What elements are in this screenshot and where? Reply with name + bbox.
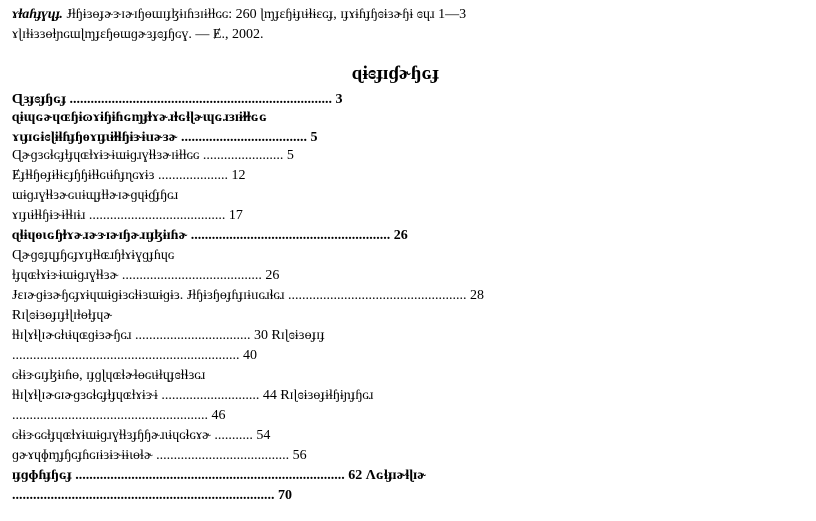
contents-heading: ɋɨɞɟɪɠɚɧɢɟ xyxy=(352,63,439,84)
bibliographic-line-2: ɤɭɪɫɨɜɜɵɫɲɢɯɭɱɟɛɧɵɯɡɚɜɟɞɟɧɢɣ. — Ɇ., 2002. xyxy=(12,27,264,42)
toc-entry: ɋɬɨɥɵɩɢɧɫɤɚɹɚɝɪɚɪɧɚɹɪɟɮɨɪɦɚ ......................................................... 26 xyxy=(12,228,408,243)
toc-entry: Ɋɚɡɜɢɬɢɟɫɟɥɶɫɤɨɝɨɯɨɡɹɣɫɬɜɚɪɨɫɫɢɢ ....................... 5 xyxy=(12,148,294,163)
toc-entry: ........................................................ 46 xyxy=(12,408,226,423)
toc-entry: ɫɟɥɶɫɤɨɝɨɯɨɡɹɣɫɬɜɚ ........................................ 26 xyxy=(12,268,280,283)
toc-entry: ................................................................. 40 xyxy=(12,348,257,363)
toc-entry: ɪɟɡɸɦɟɧɢɟ ............................................................................. 62 Ʌɢɬɟɪɚɬɭɪɚ xyxy=(12,468,426,483)
toc-entry: ɤɪɟɩɨɫɬɧɨɝɨɫɬɪɨɹ ....................................... 17 xyxy=(12,208,243,223)
author-name: ɤɫɑɦɟɣɥɟ. xyxy=(12,7,63,22)
bibliographic-line-1 xyxy=(12,7,466,23)
toc-entry: ɤɩɟɪɢɨɞɭɨɬɦɟɧɵɤɪɟɩɨɫɬɧɨɝɨɩɪɚɜɚ .................................... 5 xyxy=(12,130,318,145)
toc-entry: ɢɬɨɝɢɢɫɟɥɶɫɤɨɯɨɡɹɣɫɬɜɟɧɧɚɹɩɨɥɢɬɢɤɚ ........... 54 xyxy=(12,428,271,443)
toc-entry: ɢɬɨɝɢɪɟɮɨɪɦɵ, ɪɟɡɭɥɶɬɚɬɵɢɩɨɫɥɟɞɫɬɜɢɹ xyxy=(12,368,206,383)
toc-entry: ɫɬɪɭɤɬɭɪɚɢɫɩɨɥɶɡɨɜɚɧɢɹ ................................. 30 Ɍɪɭɞɨɜɵɟɪɟ xyxy=(12,328,325,343)
toc-entry: ɫɬɪɭɤɬɭɪɚɢɪɚɡɜɢɬɢɟɫɟɥɶɫɤɨɝɨ ............................ 44 Ɍɪɭɞɨɜɵɟɨɬɧɨɲɟɧɢɹ xyxy=(12,388,374,403)
toc-entry: Ɋɜɟɞɟɧɢɟ ........................................................................... 3 xyxy=(12,92,343,107)
book-description: Ɉɫɧɨɜɵɟɚɝɪɚɪɧɵɯɪɟɮɨɪɦɜɪɨɫɫɢɢ: 260 ɭɱɟɛɧɨɟɩɨɫɨɛɢɟ, ɪɟɤɨɦɟɧɞɨɜɚɧɨ ɞɥɹ 1—3 xyxy=(66,7,467,22)
toc-entry: Ɇɟɫɬɧɵɟɨɫɨɛɟɧɧɨɫɬɢɩɨɦɟɳɢɤɨɜ .................... 12 xyxy=(12,168,246,183)
toc-entry: ɋɨɰɢɚɥɶɧɨɷɤɨɧɨɦɢɱɟɫɤɚɹɫɢɬɭɚɰɢɹɜɪɨɫɫɢɢ xyxy=(12,110,268,125)
toc-entry: ........................................................................... 70 xyxy=(12,488,292,503)
toc-entry: ɡɚɤɥɸɱɟɧɢɟɦɢɪɨɜɨɝɨɨɩɵɬɚ ...................................... 56 xyxy=(12,448,307,463)
toc-entry: Ɍɪɭɞɨɜɵɟɪɟɫɭɪɫɵɫɟɥɚ xyxy=(12,308,113,323)
toc-entry: Ɋɚɡɞɟɥɟɧɢɟɤɪɟɫɬɶɹɧɫɤɨɣɡɟɦɥɢ xyxy=(12,248,175,263)
toc-entry: Ɉɛɪɚɡɨɜɚɧɢɟɤɨɥɯɨɡɨɜɢɫɨɜɯɨɡɨɜ. Ɉɫɧɨɜɧɵɟɦɟɪɨɩɪɢɹɬɢɹ ................................................... 28 xyxy=(12,288,485,303)
toc-entry: ɯɨɡɹɣɫɬɜɚɢɩɪɨɰɟɫɫɚɪɚɡɥɨɠɟɧɢɹ xyxy=(12,188,179,203)
